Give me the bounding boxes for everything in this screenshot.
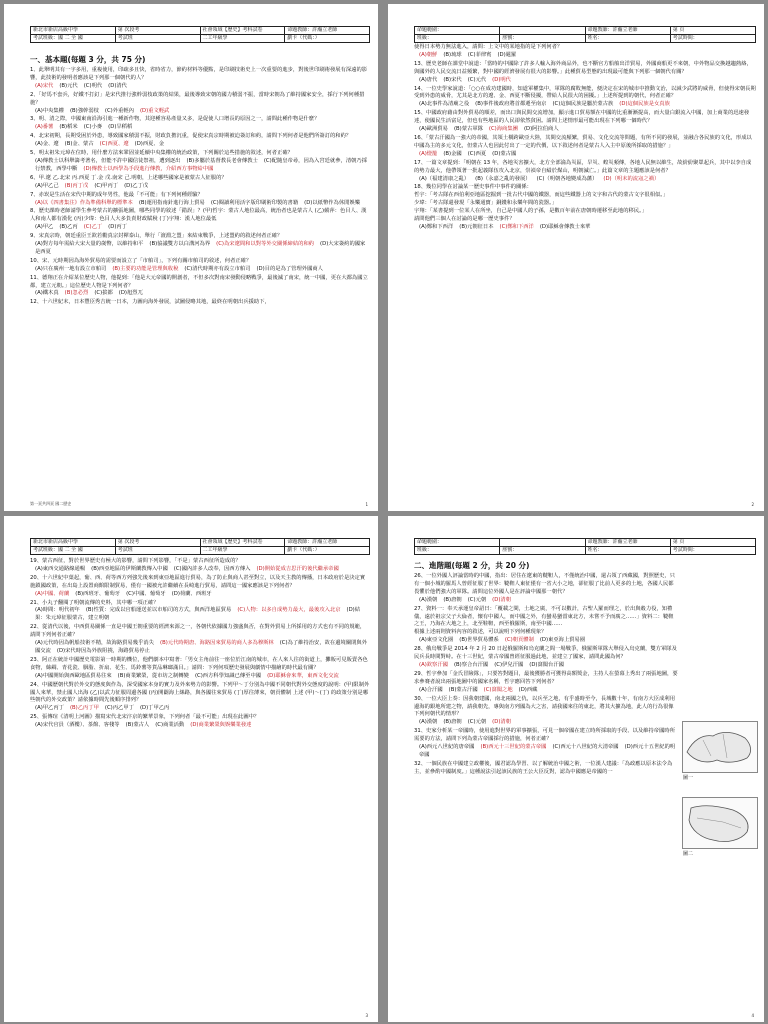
answer-option: (A)北事件為清廟之役	[419, 101, 470, 108]
option-list	[30, 591, 370, 599]
question-item	[414, 606, 678, 646]
exam-header	[30, 538, 370, 555]
answer-option: (A)西元八世紀的唐帝國	[419, 744, 475, 751]
answer-option: (A)欽察汗國	[419, 661, 448, 668]
answer-option: (D)旭烈兀	[118, 290, 143, 297]
map-label: 圖二	[683, 851, 694, 857]
answer-option: (B)性質：完成以官船運送並以市舶司的方式，與西洋地區貿易	[85, 607, 232, 614]
option-list	[30, 266, 370, 274]
answer-option: (D)以紙幣作為休閒娛樂	[304, 199, 361, 206]
answer-option: (B)元代時期唐、海路因來貿易的商人多為穆斯林	[160, 640, 274, 647]
header-cell: 考試時間：	[672, 547, 698, 553]
answer-option: (D)耶穌會傳教士來華	[539, 223, 591, 230]
answer-option: (D)荷蘭、西班牙	[171, 590, 212, 597]
question-item	[414, 86, 756, 110]
question-text: 13、歷史老師在課堂中說道：「當時的中國除了許多人輸入海外商品外，也不斷官方船舶出洋貿易，外國商船更不來朝，中外物品交換越趨熱絡，與國外的人民交流日益頻繁，對中國的經濟發展有很大的影響。」此種貿易型態的出現最可能與下列那一個朝代有關？	[414, 60, 752, 75]
option-list	[414, 637, 678, 645]
question-text: 6、甲.遼 乙.北宋 丙.西夏 丁.金 戊.南宋 己.明朝，上述哪些國家是被蒙古人征服的？	[30, 174, 227, 181]
answer-option: (C)海商集團	[488, 126, 518, 133]
answer-option: (A)金、遼	[35, 141, 59, 148]
answer-option: (A)番薯	[35, 124, 54, 131]
answer-option: (D)西藏	[518, 686, 538, 693]
question-text: 2、「好馬不套兵，好鐵不打釘」是宋代推行強幹弱枝政策的結果，最後導致宋朝的國力積弱不振，當時宋朝為了維持國家安全，採行下列何種措施？	[30, 91, 365, 106]
answer-option: (D)丙丁	[108, 224, 127, 231]
question-list	[414, 44, 756, 233]
answer-option: (D)東亞海上貿易圈	[539, 637, 586, 644]
option-list	[30, 124, 370, 132]
answer-option: (D)宋代時因為外族阻撓，海路貿易停止	[56, 647, 150, 654]
question-item	[30, 116, 370, 132]
question-item	[414, 696, 678, 728]
answer-option: (C)伊兒汗國	[494, 661, 524, 668]
answer-option: (A)合汗國	[419, 686, 443, 693]
option-list	[414, 101, 756, 109]
map-figure-1	[682, 721, 758, 781]
answer-option: (D)暹羅	[497, 51, 517, 58]
header-cell: 考試班級：國 二 全 國	[31, 547, 116, 554]
option-list	[414, 151, 756, 159]
exam-page-2	[388, 4, 764, 511]
option-list	[30, 241, 370, 257]
question-text: 27、資料一：奉天承運皇帝詔曰：「覆載之間，土地之廣，不可以數計，古聖人羅而理之，於出與穀力役，知禮儀，遠於祖宗父子大倫者，懷有中國人，而中國之外，有蠻易蠻當東北方，未嘗不予而廣之……」資料二：韃靼之王，乃海在大地之上，北至鞋靼，西至俄羅斯，南至中國…… 根據上述兩則資料內容的敘述，可以說明下列何種現象？	[414, 605, 674, 636]
answer-option: (C)商業活動	[155, 722, 185, 729]
question-list	[30, 52, 370, 308]
answer-option: (D)阿拉伯商人	[523, 126, 559, 133]
answer-option: (C)配隨皇帝尋，因為入宮廷就參，清朝乃採行禁教，西學中斷	[35, 157, 368, 172]
option-list	[30, 224, 370, 232]
question-item	[30, 558, 370, 574]
header-cell: 姓名：	[586, 547, 671, 554]
answer-option: (C)菲律賓	[467, 51, 492, 58]
answer-option: (C)拔都	[94, 290, 113, 297]
answer-option: (A)東西交通路線通暢	[35, 565, 86, 572]
answer-option: (A)漢朝	[419, 719, 438, 726]
header-cell: 命題教師：許瀚立老師	[586, 27, 671, 34]
answer-option: (C)這個民族是屬於蒙古族	[552, 101, 614, 108]
question-item	[30, 657, 370, 681]
answer-option: (D)窩闊台汗國	[529, 661, 564, 668]
exam-header	[414, 538, 756, 555]
header-cell: 新北市新店高級中學	[31, 539, 116, 546]
answer-option: (B)金國	[443, 150, 462, 157]
option-list	[30, 83, 370, 91]
answer-option: (B)多屬於基督教長老會傳教士	[186, 157, 258, 164]
answer-option: (C)西元十八世紀的大清帝國	[552, 744, 619, 751]
option-list	[30, 158, 370, 174]
answer-option: (B)主要的功能是管理與收稅	[112, 265, 179, 272]
map-outline-icon	[683, 722, 757, 772]
option-list	[414, 687, 678, 695]
question-item	[414, 110, 756, 134]
answer-option: (C)元朝	[467, 596, 487, 603]
answer-option: (B)察合台汗國	[453, 661, 489, 668]
question-item	[30, 67, 370, 91]
answer-option: (A)宋代	[35, 82, 54, 89]
answer-option: (D)清朝	[492, 596, 511, 603]
answer-option: (A)宋代官員（酒樓）、茶館、客棧等	[35, 722, 120, 729]
question-item	[30, 299, 370, 307]
answer-option: (B)忽必烈	[64, 290, 89, 297]
question-text: 20、十六世紀中葉起，葡、西、荷等西方列強先後來到東亞地區進行貿易，為了防止與商人甚至對立，以及天主教的傳播，日本政府於是決定實施鎖國政策，在出島上設置商館限制貿易，僅有一國被允許繼續在長崎進行貿易，請問這一國家應該是下列何者？	[30, 574, 366, 589]
option-list	[30, 640, 370, 656]
answer-option: (A)傳教士以科舉籌考著名，但能不許中國信徒祭祖，遭到逐出	[35, 157, 181, 164]
answer-option: (A)（福建清康之亂）	[419, 175, 470, 182]
header-cell: 劃卡（代碼：）	[287, 35, 320, 41]
option-list	[414, 744, 678, 760]
answer-option: (D)目的是為了管理外國商人	[256, 265, 323, 272]
answer-option: (B)西班牙、葡萄牙	[75, 590, 121, 597]
option-list	[30, 673, 370, 681]
answer-option: (B)蒙古軍隊	[453, 126, 483, 133]
question-text: 32、一個民族在中國建立政權後，國君認為學習、以了解統治中國之術，一位漢人建議：「為政應以原本法令為主，並參酌中國制度。」這種說法引起該民族的王公大臣反對，認為中國應是帝國的一	[414, 760, 673, 775]
question-text: 16、「蒙古汗國為一強大的帝國，其領土橫跨歐亞大陸，其間交流頻繁，貿易、文化交流等問題，有所不同的發展，並融合各民族的文化，形成以中國為主的多元文化，但蒙古人也因此付出了一定的代價，以下敘述何者是蒙古人入主中原後所採取的措施？」	[414, 134, 752, 149]
answer-option: (A)鐵木真	[35, 290, 59, 297]
question-text: 28、俄烏戰爭是 2014 年 2 月 20 日起俄羅斯和烏克蘭之間一場戰爭，俄羅斯軍隊大舉侵入烏克蘭，雙方軍隊及民兵長時間對峙。在十三世紀，蒙古帝國曾經征服過此地，並建立了國家，請問此國為何？	[414, 646, 677, 661]
exam-header	[414, 26, 756, 43]
question-text: 19、蒙古西征，對於世界歷史有極大的影響，請問下列影響，「不是」蒙古西征所造成的？	[30, 558, 241, 564]
header-cell: 第 次段考	[116, 539, 201, 546]
answer-option: (A)對方每年需給大宋大量的歲幣，以維持和平	[35, 241, 144, 248]
answer-option: (D)旱稻稻	[108, 124, 133, 131]
header-cell: 考試班	[116, 547, 201, 554]
answer-option: (C)外重輕內	[104, 107, 134, 114]
option-list	[414, 597, 678, 605]
section-title: 二、進階題(每題 2 分，共 20 分)	[414, 561, 530, 570]
header-cell: 二工年級學	[201, 547, 286, 554]
exam-page-1	[4, 4, 378, 511]
answer-option: (A)時間：明代初年	[35, 607, 80, 614]
answer-option: (B)（永嘉之亂的發展）	[475, 175, 531, 182]
answer-option: (C)明代	[83, 82, 103, 89]
header-cell: 新北市新店高級中學	[31, 27, 116, 34]
header-cell: 考試時間：	[672, 35, 698, 41]
answer-option: (C)元代	[467, 76, 487, 83]
question-item	[414, 61, 756, 85]
header-cell: 命題範圍：	[415, 27, 500, 34]
header-cell: 考試班	[116, 35, 201, 42]
page-number: 3	[365, 1013, 368, 1018]
header-cell: 二工年級學	[201, 35, 286, 42]
header-cell	[500, 27, 585, 34]
answer-option: (A)漢朝	[419, 596, 438, 603]
header-cell: 社會領域【歷史】考科試卷	[201, 27, 286, 34]
exam-page-3	[4, 516, 378, 1022]
answer-option: (C)元朝	[467, 719, 487, 726]
header-cell: 社會領域【歷史】考科試卷	[201, 539, 286, 546]
answer-option: (A)燈籠	[419, 150, 438, 157]
answer-option: (A)只在廣州一地有設立市舶司	[35, 265, 107, 272]
answer-option: (C)西夏	[467, 150, 487, 157]
answer-option: (A)甲乙	[35, 224, 54, 231]
answer-option: (B)唐朝	[443, 719, 462, 726]
answer-option: (D)丁甲乙丙	[139, 705, 170, 712]
question-text: 7、赤崁是生活在宋代中期的成年男性，他最「不可能」有下列何種經驗？	[30, 191, 203, 198]
answer-option: (D)傳教士以西學為手段進行傳教，介紹西方事物給中國	[83, 165, 214, 172]
option-list	[30, 705, 370, 713]
question-text: 使得日本勢力無法進入，請問：上文中的某地指的是下列何者？	[414, 44, 563, 50]
question-item	[30, 624, 370, 656]
header-cell: 命題教師：許瀚立老師	[287, 27, 338, 33]
question-list	[30, 558, 370, 731]
answer-option: (B)唐朝	[443, 596, 462, 603]
section-title: 一、基本題(每題 3 分，共 75 分)	[30, 55, 146, 64]
answer-option: (C)（明朝各地變成為藩）	[536, 175, 598, 182]
question-item	[30, 275, 370, 299]
question-text: 22、從清代以後，中西貿易關係一直是中國王朝重要的經濟來源之一，各朝代依據國力強盛與否，在對外貿易上所採用的方式也有不同的規範，請問下列何者正確？	[30, 624, 366, 639]
answer-option: (B)強幹弱枝	[69, 107, 99, 114]
option-list	[30, 183, 370, 191]
option-list	[30, 566, 370, 574]
answer-option: (D)開始從成吉思汗的後代繼承帝國	[256, 565, 339, 572]
page-number: 4	[751, 1013, 754, 1018]
answer-option: (A)元代時因為帆船技術不精，故海路貿易幾乎消失	[35, 640, 154, 647]
question-item	[30, 233, 370, 257]
header-cell: 座號：	[500, 547, 585, 554]
answer-option: (A)中國、荷蘭	[35, 590, 70, 597]
answer-option: (D)蒙古國	[492, 150, 517, 157]
answer-option: (D)清代	[108, 82, 127, 89]
exam-header	[30, 26, 370, 43]
page-number: 2	[751, 502, 754, 507]
answer-option: (A)以《四書集注》作為準備科舉的標準本	[35, 199, 133, 206]
question-text: 24、中國歷朝代對於外交的態度與作為，深受國家本身的實力及外來勢力的影響。下列甲～丁分別為中國不同朝代對外交態度的說明：(甲)限制外國人來華，禁止國人出海 (乙)以武力征服周邊各國 (丙)開闢海上絲路，與各國往來貿易 (丁)厚往薄來，朝貢體制 上述 (甲)～(丁) 的政策分別是哪些朝代的外交政策？請依據時間先後順序排列？	[30, 681, 370, 704]
header-cell: 劃卡（代碼：）	[287, 547, 320, 553]
question-item	[414, 160, 756, 184]
answer-option: (D)耶穌會來華，東西文化交流	[267, 672, 339, 679]
header-cell: 命題範圍：	[415, 539, 500, 546]
answer-option: (D)明代	[492, 76, 511, 83]
question-text: 12、十六世紀末，日本豐臣秀吉統一日本，力圖向海外發展，試圖侵略其地，最終在明朝出兵援助下，	[30, 299, 270, 306]
question-item	[30, 208, 370, 232]
answer-option: (C)人物：以多自成勢力最大，最後攻入北京	[237, 607, 341, 614]
answer-option: (C)中國、葡萄牙	[126, 590, 166, 597]
question-item	[414, 44, 756, 60]
answer-option: (A)東亞文化圈	[419, 637, 454, 644]
question-item	[414, 184, 756, 231]
question-item	[30, 258, 370, 274]
map-figure-2	[682, 797, 758, 857]
question-text: 11、德翔正在介紹某位歷史人物，他提到：「他是大元帝國的開創者，不但多次對南宋發動侵略戰爭，最後滅了南宋，統一中國，更在大都為國立都，建立元朝。」這位歷史人物是下列何者？	[30, 274, 368, 289]
answer-option: (A)朝鮮	[419, 51, 438, 58]
question-text: 15、中國政府藉由對外貿易的順差，而出口與民間交流增加，顯示進口貿易額在中國的比重漸漸提高，而大量白銀流入中國，加上商業的迅速發達，使國民生活富足，但也有些地區的人民卻依然貧困。請問上述情形最可能出現在下列哪一個時代？	[414, 110, 750, 125]
question-text: 29、哲宇參加「金氏冒險隊」，只要答對題目，最後獲勝者可獲得高額獎金，主持人在螢幕上秀出了兩張地圖，要求參賽者說出兩張地圖中的國家名稱，哲宇應回答下列何者？	[414, 670, 678, 685]
question-text: 1、此舉明其有一字多用，重複使用，印疏多且快，省時省力，節約材料等優點，是印刷技術史上一次重要的進步，對後世印刷術發展有深遠的影響，此技術的發明者應該是下列那一個朝代的人？	[30, 67, 368, 81]
answer-option: (D)商業繁榮與娛樂業發達	[190, 722, 252, 729]
question-text: 18、幾位同學在討論某一歷史事件中事件的關係： 哲宇：「考古隊在西伯利亞地區挖掘到一批古代中國的鐵器，而這些鐵器上的文字和古代的蒙古文字很相似。」 少瑋：「考古隊還發現「永樂通寶」銅錢和永樂年間的瓷器。」 宇翔：「某書提到一位某人在所坐，自己是中國人的子孫，是數百年前在唐朝時遷移至此地的移民。」 請問他們三個人在討論的是哪一歷史事件？	[414, 184, 669, 223]
answer-option: (B)運用指南針進行海上貿易	[138, 199, 205, 206]
exam-page-4	[388, 516, 764, 1022]
answer-option: (C)為了維持治安，故在邊境關閉與外國交流	[35, 640, 368, 654]
answer-option: (D)清朝	[492, 719, 511, 726]
question-text: 9、宋真宗時，朝廷重臣王欽若勸真宗封禪泰山，舉行「澶淵之盟」來結束戰爭，上述盟約的敘述何者正確？	[30, 233, 283, 240]
answer-option: (A)中央集權	[35, 107, 64, 114]
question-item	[30, 682, 370, 714]
answer-option: (D)（明末的流寇之禍）	[603, 175, 660, 182]
page-number: 1	[365, 502, 368, 507]
header-cell: 座號：	[500, 35, 585, 42]
option-list	[414, 176, 756, 184]
answer-option: (B)西亞地區的伊斯蘭教傳入中國	[91, 565, 168, 572]
option-list	[414, 662, 678, 670]
answer-option: (C)西夏、遼	[99, 141, 129, 148]
answer-option: (A)鄭和下西洋	[419, 223, 454, 230]
answer-option: (C)窩闊之地	[483, 686, 513, 693]
answer-option: (B)乙丙丁甲	[69, 705, 99, 712]
answer-option: (B)商業繁榮，從市坊之制轉變	[117, 672, 189, 679]
option-list	[30, 141, 370, 149]
question-text: 21、小丸子翻閱了明朝流傳的史料，其中哪一項正確？	[30, 599, 159, 606]
header-cell	[500, 539, 585, 546]
header-cell: 第 頁	[672, 27, 685, 33]
question-item	[414, 761, 678, 777]
answer-option: (B)蒙古汗國	[448, 686, 478, 693]
header-cell: 姓名：	[586, 35, 671, 42]
answer-option: (B)金、蒙古	[64, 141, 94, 148]
option-list	[30, 290, 370, 298]
question-item	[30, 150, 370, 174]
answer-option: (B)協議雙方以白溝河為界	[149, 241, 211, 248]
question-text: 14、一位史學家說道：「○○在成功建國時，知道軍權集中，軍隊的腐敗無能，便決定在宋的城市中推動文治，以減少武將的威脅，但使得宋朝長期受到外患的威脅，尤其是北方的遼、金、西夏不斷侵擾，帶給人民很大的困擾。」上述所提到的朝代，何者正確？	[414, 85, 756, 100]
map-figures	[682, 721, 756, 873]
answer-option: (C)為宋遼間和以對等外交關係締結的和約	[216, 241, 315, 248]
answer-option: (B)乙丙	[59, 224, 78, 231]
map-outline-icon	[683, 798, 757, 848]
option-list	[414, 77, 756, 85]
option-list	[414, 126, 756, 134]
answer-option: (C)小麥	[83, 124, 103, 131]
answer-option: (C)清代時期亦有設立市舶司	[184, 265, 251, 272]
answer-option: (C)鄭和下西洋	[499, 223, 534, 230]
question-text: 8、歷史課時老師請學生參考蒙古的擴張地圖，哪些同學的敘述「錯誤」？(甲)哲宇：蒙古人地位最高，統治者也是蒙古人 (乙)蘋萍：色目人、漢人和南人都有漢化 (丙)少瑋：色目人大多負責財政賦稅 (丁)宇翔：漢人地位最低	[30, 208, 367, 223]
question-text: 10、宋、元時期因為海外貿易的需要而設立了「市舶司」，下列有關市舶司的敘述，何者正確？	[30, 257, 252, 264]
answer-option: (B)西元十三世紀的蒙古帝國	[480, 744, 547, 751]
question-text: 26、一位外國人評論當時的中國，指出：居住在遼東的韃靼人，不僅統治中國，還占領了西藏國，對照歷史，只有一個小城的羅馬人曾經征服了世界：韃靼人東征僅有一省大小之地，卻征服了比前人更多的土地，各國人民都畏懼於他們強大的軍隊。請問這位外國人是在評論中國那一朝代？	[414, 573, 675, 595]
option-list	[414, 52, 756, 60]
question-item	[30, 92, 370, 116]
page-footer: 第一頁共四頁 國二歷史	[30, 501, 72, 506]
answer-option: (D)西元十五世紀的明帝國	[419, 744, 676, 758]
answer-option: (B)元朝征日本	[459, 223, 494, 230]
header-cell: 班級：	[415, 35, 500, 42]
question-item	[414, 135, 756, 159]
option-list	[30, 722, 370, 730]
question-text: 23、阿正在統計中國歷史電影第一時期的機位，他們劇本中寫著：「男女主角前往一座位於江南的城市，在人來人往的街道上，攤販可見販賣各色食物，絲綢、青花瓷、胭脂、折扇、花生、馬鈴薯等貨品琳瑯滿目。」請問：下列何項歷史發展與劇情中描繪的時代最有關？	[30, 656, 368, 671]
answer-option: (D)這個民族是女真族	[619, 101, 670, 108]
question-text: 31、史家分析某一帝國時，使用進對世界的軍事擴張，可見一個帝國在建立時所採取的手段、以及維持帝國時所需要的方法，請問下列為蒙古帝國採行的措施，何者正確？	[414, 728, 675, 743]
answer-option: (C)乙丁	[83, 224, 103, 231]
question-text: 25、張傳瑄《清明上河圖》描寫宋代北宋汴京的繁華景象，下列何者「最不可能」出現在此圖中？	[30, 714, 260, 721]
answer-option: (A)甲乙丙丁	[35, 705, 64, 712]
question-item	[30, 175, 370, 191]
answer-option: (A)甲乙己	[35, 182, 59, 189]
answer-option: (B)琉球	[443, 51, 462, 58]
answer-option: (D)大宋簽約的國家是西夏	[35, 241, 366, 255]
answer-option: (B)事件後政府將首都遷至南京	[475, 101, 547, 108]
answer-option: (D)乙丁戊	[124, 182, 149, 189]
answer-option: (A)唐代	[419, 76, 438, 83]
question-item	[414, 671, 678, 695]
answer-option: (C)閱讀利用活字版印刷術印製的書籍	[210, 199, 299, 206]
map-label: 圖一	[683, 775, 694, 781]
option-list	[30, 200, 370, 208]
answer-option: (D)結果：朱元璋征服蒙古，建立明朝	[35, 607, 361, 622]
question-item	[30, 133, 370, 149]
question-item	[30, 714, 370, 730]
header-cell: 班級：	[415, 547, 500, 554]
header-cell: 命題教師：許瀚立老師	[586, 539, 671, 546]
question-text: 17、一篇文章提到：「明朝在 13 年，各地災害擴大，北方全部淪為災區，旱災、蝗災頻傳，各地人民無以維生，故紛紛聚眾起兵，其中以李自成的勢力最大，他帶領著一批起義隊伍攻入北京，崇禎帝自縊於煤山，明朝滅亡。」此篇文章的主題應該是何者？	[414, 159, 752, 174]
question-item	[30, 575, 370, 599]
answer-option: (C)丙乙甲丁	[104, 705, 134, 712]
question-item	[30, 192, 370, 208]
question-item	[414, 573, 678, 605]
answer-option: (C)甲丙丁	[94, 182, 119, 189]
answer-option: (A)歐洲貿易	[419, 126, 448, 133]
answer-option: (B)元代	[59, 82, 78, 89]
answer-option: (D)西夏、金	[134, 141, 165, 148]
answer-option: (C)西方科學知識已傳至中國	[194, 672, 262, 679]
answer-option: (B)稻米	[59, 124, 78, 131]
question-text: 5、明太祖朱元璋在位時，用什麼方法來鞏固並延續中央集權的統治政策，下列關於這些措施的敘述，何者正確？	[30, 150, 293, 157]
header-cell: 命題教師：許瀚立老師	[287, 539, 338, 545]
option-list	[30, 607, 370, 623]
question-text: 30、一位大臣上奏：因我朝建國，南北兩國之仇，以兵至之地，有乎盛時至今，長城數十年，有南方大臣成利用邊海的銀地所建之物，請我朝先，專與南方列國為大之害，請我國來往的東北，將其大擴為地，此人的行為很像下列何朝代的情形？	[414, 695, 675, 718]
header-cell: 第 頁	[672, 539, 685, 545]
option-list	[414, 224, 756, 232]
answer-option: (B)丙丁戊	[64, 182, 89, 189]
option-list	[30, 108, 370, 116]
answer-option: (A)中國開始與西歐地區貿易往來	[35, 672, 112, 679]
question-item	[414, 728, 678, 760]
answer-option: (B)世界貿易體系	[459, 637, 499, 644]
question-item	[414, 646, 678, 670]
question-text: 3、明、清之際，中國東南沿海引進一種新作物，其迎種容易產量又多，是促使人口增長的原因之一，請問此種作物是什麼？	[30, 116, 320, 123]
answer-option: (C)國內許多人改奉，因西方傳入	[173, 565, 251, 572]
question-item	[30, 600, 370, 624]
header-cell: 第 次段考	[116, 27, 201, 34]
answer-option: (D)重文輕武	[139, 107, 170, 114]
answer-option: (B)宋代	[443, 76, 462, 83]
header-cell: 考試班級：國 二 全 國	[31, 35, 116, 42]
question-text: 4、北宋初期，長期受困於外患，導致國家積弱不振，財政負擔沉重，促使宋真宗時期被迫簽訂和約，請問下列何者是他們所簽訂的和約？	[30, 133, 352, 140]
option-list	[414, 719, 678, 727]
answer-option: (C)朝貢體制	[504, 637, 534, 644]
answer-option: (B)蒙古人	[125, 722, 150, 729]
